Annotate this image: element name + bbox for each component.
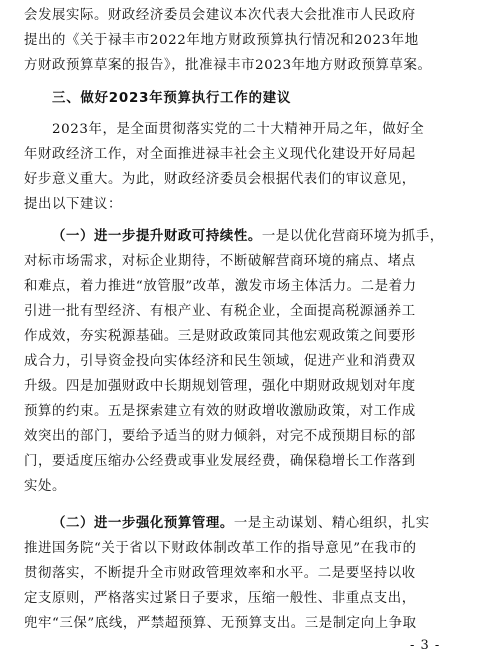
page-number: - 3 -: [410, 638, 441, 653]
paragraph-line: 好步意义重大。为此，财政经济委员会根据代表们的审议意见，: [24, 172, 416, 187]
item-2-first-rest: 一是主动谋划、精心组织，扎实: [233, 516, 430, 531]
paragraph-line: 作成效，夯实税源基础。三是财政政策同其他宏观政策之间要形: [24, 329, 416, 344]
item-1-first-rest: 一是以优化营商环境为抓手，: [261, 229, 444, 244]
item-2-lead: （二）进一步强化预算管理。: [52, 516, 234, 531]
paragraph-line: 效突出的部门，要给予适当的财力倾斜，对完不成预期目标的部: [24, 429, 416, 444]
paragraph-line: 和难点，着力推进“放管服”改革，激发市场主体活力。二是着力: [24, 279, 417, 294]
paragraph-line: 对标市场需求，对标企业期待，不断破解营商环境的痛点、堵点: [24, 254, 416, 269]
paragraph-line: 门，要适度压缩办公经费或事业发展经费，确保稳增长工作落到: [24, 454, 416, 469]
paragraph-line: 2023年，是全面贯彻落实党的二十大精神开局之年，做好全: [52, 122, 425, 137]
paragraph-line: 贯彻落实，不断提升全市财政管理效率和水平。二是要坚持以收: [24, 566, 416, 581]
paragraph-line: 年财政经济工作，对全面推进禄丰社会主义现代化建设开好局起: [24, 147, 416, 162]
paragraph-line: 升级。四是加强财政中长期规划管理，强化中期财政规划对年度: [24, 379, 416, 394]
section-heading: 三、做好2023年预算执行工作的建议: [52, 91, 292, 106]
paragraph-line: 会发展实际。财政经济委员会建议本次代表大会批准市人民政府: [24, 8, 416, 23]
paragraph-line: 成合力，引导资金投向实体经济和民生领域，促进产业和消费双: [24, 354, 416, 369]
paragraph-line: 定支原则，严格落实过紧日子要求，压缩一般性、非重点支出，: [24, 591, 416, 606]
paragraph-line: 提出以下建议：: [24, 197, 122, 212]
paragraph-line: 预算的约束。五是探索建立有效的财政增收激励政策，对工作成: [24, 404, 416, 419]
paragraph-line: 提出的《关于禄丰市2022年地方财政预算执行情况和2023年地: [24, 33, 419, 48]
item-2-first-line: [52, 514, 471, 534]
item-1-lead: （一）进一步提升财政可持续性。: [52, 229, 262, 244]
paragraph-line: 实处。: [24, 479, 66, 494]
paragraph-line: 兜牢“三保”底线，严禁超预算、无预算支出。三是制定向上争取: [24, 616, 417, 631]
item-1-first-line: [52, 227, 471, 247]
paragraph-line: 引进一批有型经济、有根产业、有税企业，全面提高税源涵养工: [24, 304, 416, 319]
paragraph-line: 推进国务院“关于省以下财政体制改革工作的指导意见”在我市的: [24, 541, 417, 556]
paragraph-line: 方财政预算草案的报告》，批准禄丰市2023年地方财政预算草案。: [24, 58, 432, 73]
